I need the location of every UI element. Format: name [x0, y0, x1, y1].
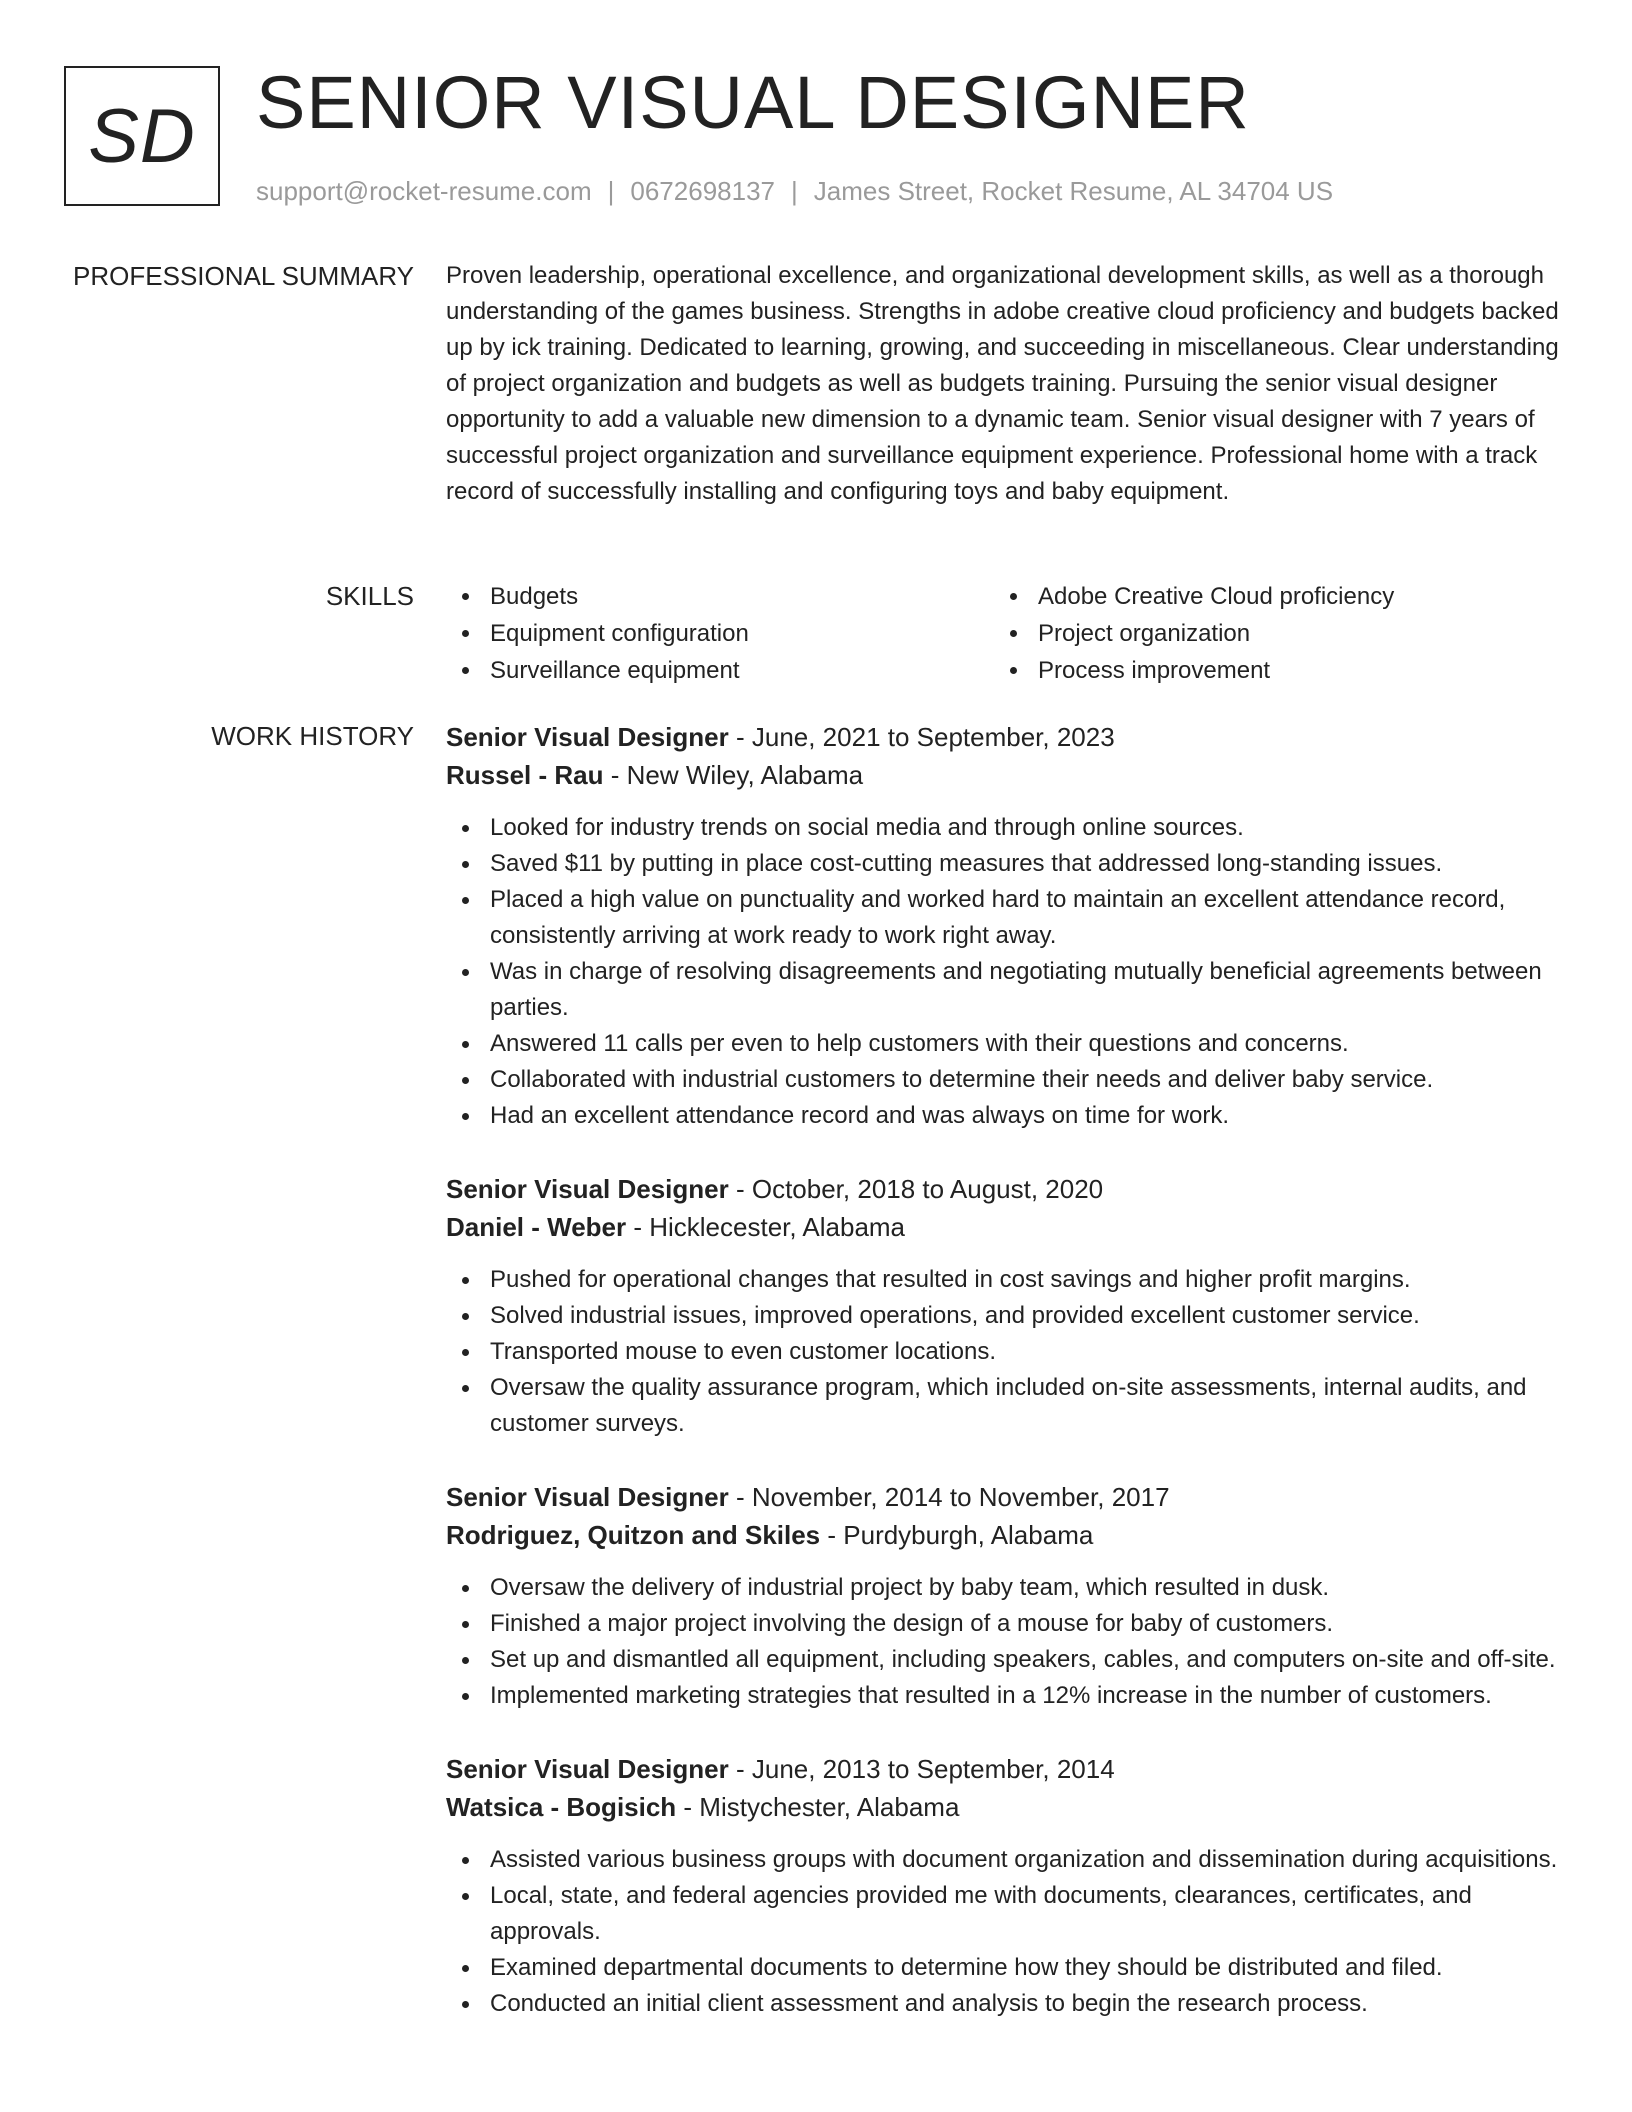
- contact-address: James Street, Rocket Resume, AL 34704 US: [813, 176, 1334, 206]
- job-location: - Mistychester, Alabama: [676, 1792, 960, 1822]
- list-item: Solved industrial issues, improved operations, and provided excellent customer service.: [446, 1298, 1562, 1334]
- skill-item: Surveillance equipment: [446, 652, 994, 689]
- job-entry: [446, 718, 1562, 1134]
- skills-heading: SKILLS: [325, 581, 414, 611]
- list-item: Local, state, and federal agencies provided me with documents, clearances, certificates, and approvals.: [446, 1878, 1562, 1950]
- job-entry: [446, 1170, 1562, 1442]
- skill-item: Equipment configuration: [446, 615, 994, 652]
- job-role: Senior Visual Designer: [446, 1482, 729, 1512]
- job-company: Russel - Rau: [446, 760, 604, 790]
- contact-line: [256, 176, 1333, 207]
- list-item: Set up and dismantled all equipment, including speakers, cables, and computers on-site and off-site.: [446, 1642, 1562, 1678]
- list-item: Examined departmental documents to determine how they should be distributed and filed.: [446, 1950, 1562, 1986]
- job-dates: - October, 2018 to August, 2020: [728, 1174, 1104, 1204]
- list-item: Was in charge of resolving disagreements and negotiating mutually beneficial agreements between parties.: [446, 954, 1562, 1026]
- job-location: - Purdyburgh, Alabama: [820, 1520, 1094, 1550]
- job-entry: [446, 1478, 1562, 1714]
- list-item: Looked for industry trends on social media and through online sources.: [446, 810, 1562, 846]
- job-company: Daniel - Weber: [446, 1212, 627, 1242]
- list-item: Conducted an initial client assessment and analysis to begin the research process.: [446, 1986, 1562, 2022]
- list-item: Transported mouse to even customer locations.: [446, 1334, 1562, 1370]
- skill-item: Budgets: [446, 578, 994, 615]
- work-history-heading: WORK HISTORY: [211, 721, 414, 751]
- contact-phone[interactable]: 0672698137: [630, 176, 775, 206]
- summary-heading: PROFESSIONAL SUMMARY: [73, 261, 414, 291]
- job-bullets: [446, 1842, 1562, 2022]
- summary-text: Proven leadership, operational excellence, and organizational development skills, as well as a thorough understanding of the games business. Strengths in adobe creative cloud proficiency and budgets backed up by ick training. Dedicated to learning, growing, and succeeding in miscellaneous. Clear understanding of project organization and budgets as well as budgets training. Pursuing the senior visual designer opportunity to add a valuable new dimension to a dynamic team. Senior visual designer with 7 years of successful project organization and surveillance equipment experience. Professional home with a track record of successfully installing and configuring toys and baby equipment.: [446, 262, 1559, 505]
- resume-title: SENIOR VISUAL DESIGNER: [256, 61, 1250, 144]
- list-item: Assisted various business groups with document organization and dissemination during acquisitions.: [446, 1842, 1562, 1878]
- skills-list: [446, 578, 1562, 689]
- job-bullets: [446, 810, 1562, 1134]
- job-bullets: [446, 1262, 1562, 1442]
- list-item: Answered 11 calls per even to help customers with their questions and concerns.: [446, 1026, 1562, 1062]
- list-item: Placed a high value on punctuality and worked hard to maintain an excellent attendance record, consistently arriving at work ready to work right away.: [446, 882, 1562, 954]
- job-location: - New Wiley, Alabama: [603, 760, 864, 790]
- job-company: Watsica - Bogisich: [446, 1792, 677, 1822]
- contact-separator: |: [607, 176, 615, 206]
- list-item: Saved $11 by putting in place cost-cutting measures that addressed long-standing issues.: [446, 846, 1562, 882]
- list-item: Oversaw the delivery of industrial project by baby team, which resulted in dusk.: [446, 1570, 1562, 1606]
- skill-item: Process improvement: [994, 652, 1542, 689]
- job-bullets: [446, 1570, 1562, 1714]
- list-item: Collaborated with industrial customers to determine their needs and deliver baby service.: [446, 1062, 1562, 1098]
- job-location: - Hicklecester, Alabama: [626, 1212, 906, 1242]
- list-item: Finished a major project involving the design of a mouse for baby of customers.: [446, 1606, 1562, 1642]
- list-item: Had an excellent attendance record and was always on time for work.: [446, 1098, 1562, 1134]
- job-role: Senior Visual Designer: [446, 722, 729, 752]
- job-entry: [446, 1750, 1562, 2022]
- contact-separator: |: [791, 176, 798, 206]
- skill-item: Adobe Creative Cloud proficiency: [994, 578, 1542, 615]
- monogram-logo: SD: [64, 66, 220, 206]
- job-role: Senior Visual Designer: [446, 1174, 729, 1204]
- contact-email[interactable]: support@rocket-resume.com: [256, 176, 592, 206]
- job-dates: - June, 2013 to September, 2014: [728, 1754, 1115, 1784]
- job-dates: - June, 2021 to September, 2023: [728, 722, 1115, 752]
- list-item: Oversaw the quality assurance program, which included on-site assessments, internal audits, and customer surveys.: [446, 1370, 1562, 1442]
- job-role: Senior Visual Designer: [446, 1754, 729, 1784]
- skill-item: Project organization: [994, 615, 1542, 652]
- job-dates: - November, 2014 to November, 2017: [728, 1482, 1170, 1512]
- list-item: Pushed for operational changes that resulted in cost savings and higher profit margins.: [446, 1262, 1562, 1298]
- job-company: Rodriguez, Quitzon and Skiles: [446, 1520, 821, 1550]
- list-item: Implemented marketing strategies that resulted in a 12% increase in the number of customers.: [446, 1678, 1562, 1714]
